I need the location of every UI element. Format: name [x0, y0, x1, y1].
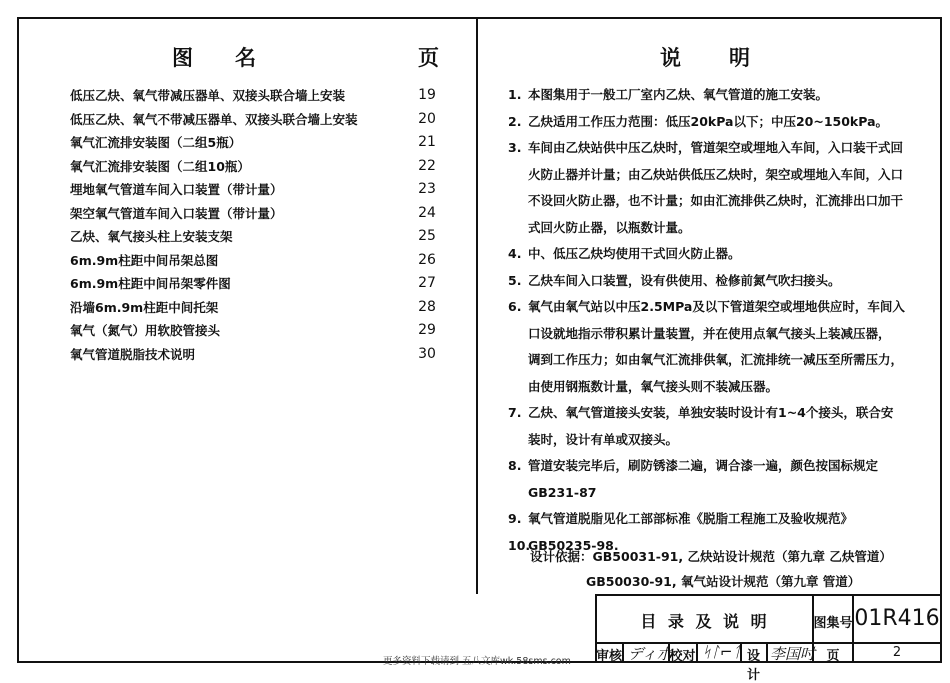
note-number: 8. [508, 458, 522, 473]
index-row-title: 埋地氧气管道车间入口装置（带计量） [70, 182, 283, 197]
index-row [70, 86, 442, 104]
page-label: 页 [826, 649, 840, 664]
index-row-title: 氧气（氮气）用软胶管接头 [70, 323, 221, 338]
note-number: 10. [508, 537, 531, 553]
note-item [508, 400, 928, 453]
index-page-header: 页 [418, 46, 439, 70]
index-row-page: 24 [418, 204, 436, 221]
note-text: 中、低压乙炔均使用干式回火防止器。 [528, 246, 741, 261]
index-row-title: 低压乙炔、氧气不带减压器单、双接头联合墙上安装 [70, 111, 358, 127]
note-number: 5. [508, 272, 522, 288]
index-row-page: 26 [418, 251, 436, 268]
footer-watermark: 更多资料下载请到 五八文库wk.58sms.com [383, 656, 571, 667]
index-row [70, 133, 442, 151]
index-row-title: 低压乙炔、氧气带减压器单、双接头联合墙上安装 [70, 88, 346, 103]
note-continuation: 不设回火防止器，也不计量；如由汇流排供乙炔时，汇流排出口加干 [528, 193, 904, 208]
design-signature: 李国吋 [770, 645, 816, 663]
design-basis [530, 547, 892, 565]
index-row-title: 6m.9m柱距中间吊架总图 [70, 252, 219, 268]
index-row-page: 23 [418, 181, 436, 197]
note-text: 乙炔、氧气管道接头安装，单独安装时设计有1~4个接头，联合安 [528, 405, 894, 420]
index-row [70, 110, 442, 128]
note-number: 9. [508, 511, 522, 526]
design-basis-line-1: GB50031-91, 乙炔站设计规范（第九章 乙炔管道） [592, 549, 892, 564]
index-row-title: 氧气管道脱脂技术说明 [70, 346, 196, 362]
note-number: 1. [508, 87, 522, 102]
note-text: 管道安装完毕后，刷防锈漆二遍，调合漆一遍，颜色按国标规定 [528, 458, 879, 473]
note-text: GB50235-98. [528, 537, 619, 553]
note-continuation: 装时，设计有单或双接头。 [528, 431, 679, 447]
note-first-line [508, 135, 928, 162]
index-row-title: 乙炔、氧气接头柱上安装支架 [70, 229, 233, 244]
note-item [508, 135, 928, 241]
notes-list [508, 82, 928, 559]
note-number: 7. [508, 405, 522, 420]
note-text: 氧气管道脱脂见化工部部标准《脱脂工程施工及验收规范》 [528, 511, 854, 526]
note-first-line [508, 400, 928, 427]
note-continuation: 由使用钢瓶数计量，氧气接头则不装减压器。 [528, 378, 779, 394]
note-number: 4. [508, 246, 522, 261]
title-block-vline-c [622, 642, 624, 663]
index-title-header: 图 名 [172, 46, 256, 70]
index-row-page: 30 [418, 345, 436, 362]
index-row [70, 251, 442, 269]
note-first-line [508, 453, 928, 480]
index-row-page: 28 [418, 298, 436, 315]
set-label: 图集号 [813, 616, 853, 631]
title-block-vline-e [696, 642, 698, 663]
note-item [508, 453, 928, 506]
note-text: 本图集用于一般工厂室内乙炔、氧气管道的施工安装。 [528, 87, 829, 102]
note-item [508, 241, 928, 268]
index-row-title: 架空氧气管道车间入口装置（带计量） [70, 205, 283, 221]
index-row [70, 321, 442, 339]
set-number: 01R416 [854, 606, 940, 631]
index-row [70, 298, 442, 316]
index-row [70, 227, 442, 245]
index-row [70, 345, 442, 363]
index-row-page: 27 [418, 275, 436, 291]
index-row-title: 氧气汇流排安装图（二组5瓶） [70, 135, 242, 150]
design-basis-label: 设计依据： [530, 549, 593, 564]
design-label: 设计 [746, 649, 760, 683]
note-continuation: 式回火防止器，以瓶数计量。 [528, 219, 691, 235]
note-first-line [508, 82, 928, 109]
index-row-page: 22 [418, 157, 436, 174]
note-continuation: 调到工作压力；如由氧气汇流排供氧，汇流排统一减压至所需压力， [528, 352, 904, 367]
title-block-vline-g [766, 642, 768, 663]
note-number: 6. [508, 299, 522, 314]
index-row-page: 25 [418, 228, 436, 244]
note-text: 氧气由氧气站以中压2.5MPa及以下管道架空或埋地供应时，车间入 [528, 299, 905, 314]
note-first-line [508, 109, 928, 136]
page-number: 2 [892, 645, 902, 660]
note-first-line [508, 294, 928, 321]
index-row-title: 沿墙6m.9m柱距中间托架 [70, 299, 219, 315]
note-item [508, 268, 928, 295]
title-block-title: 目 录 及 说 明 [640, 612, 770, 631]
note-item [508, 294, 928, 400]
column-divider [476, 17, 478, 594]
index-row [70, 157, 442, 175]
notes-header: 说 明 [660, 46, 752, 70]
note-number: 2. [508, 113, 522, 129]
check-label: 校对 [669, 649, 696, 664]
index-row-title: 6m.9m柱距中间吊架零件图 [70, 276, 231, 291]
note-text: 乙炔车间入口装置，设有供使用、检修前氮气吹扫接头。 [528, 272, 841, 288]
note-continuation: 火防止器并计量；由乙炔站供低压乙炔时，架空或埋地入车间，入口 [528, 166, 904, 182]
note-number: 3. [508, 140, 522, 155]
design-basis-line-2: GB50030-91, 氧气站设计规范（第九章 管道） [586, 574, 861, 589]
note-item [508, 82, 928, 109]
note-item [508, 109, 928, 136]
index-row [70, 204, 442, 222]
note-continuation: GB231-87 [528, 484, 597, 500]
index-row [70, 180, 442, 198]
note-first-line [508, 506, 928, 533]
review-signature: ディ朩 [628, 645, 672, 663]
note-text: 乙炔适用工作压力范围：低压20kPa以下；中压20~150kPa。 [528, 113, 889, 129]
check-signature: ᛋᛚ⌐ᛏ [702, 643, 742, 661]
note-continuation: 口设就地指示带积累计量装置，并在使用点氧气接头上装减压器， [528, 325, 891, 341]
note-item [508, 506, 928, 533]
index-row-page: 19 [418, 87, 436, 103]
note-first-line [508, 268, 928, 295]
index-row-page: 29 [418, 322, 436, 338]
index-row-page: 20 [418, 110, 436, 127]
index-row [70, 274, 442, 292]
index-row-title: 氧气汇流排安装图（二组10瓶） [70, 158, 250, 174]
review-label: 审核 [596, 649, 623, 664]
note-first-line [508, 241, 928, 268]
index-row-page: 21 [418, 134, 436, 150]
note-text: 车间由乙炔站供中压乙炔时，管道架空或埋地入车间，入口装干式回 [528, 140, 904, 155]
